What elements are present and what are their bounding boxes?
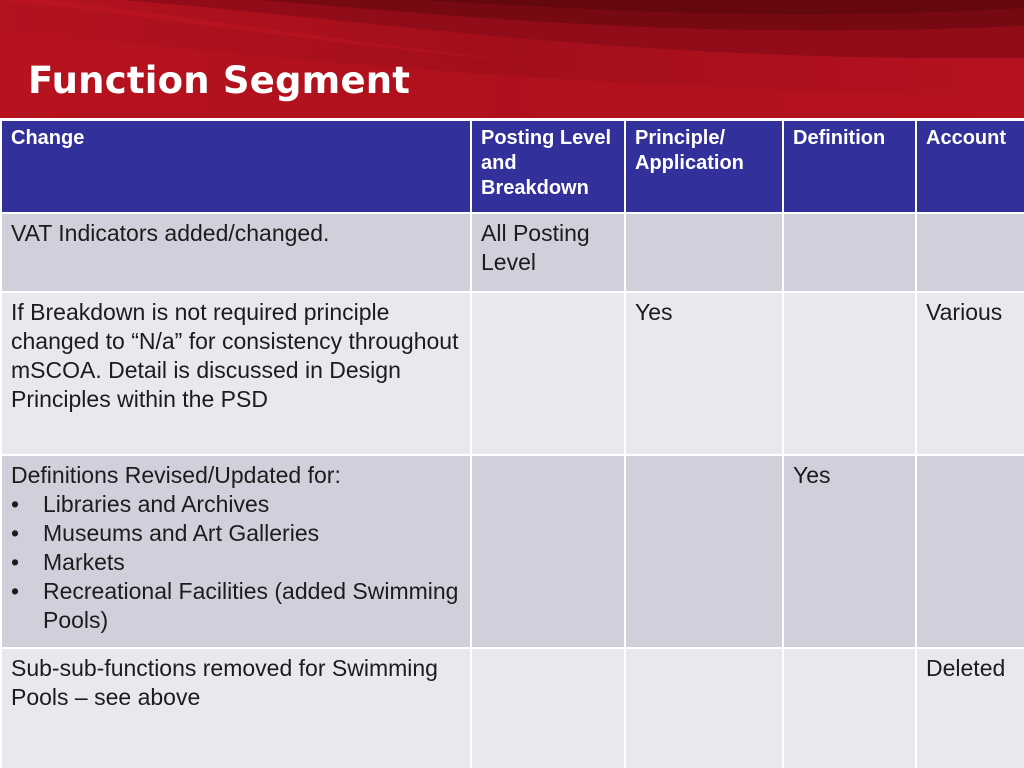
cell-account [916, 213, 1024, 292]
column-header-change: Change [1, 120, 471, 213]
cell-change: If Breakdown is not required principle changed to “N/a” for consistency throughout mSCOA. Detail is discussed in Design Principles within the PSD [1, 292, 471, 455]
list-item [11, 577, 461, 635]
list-item-text: Museums and Art Galleries [43, 520, 320, 546]
list-item-text: Markets [43, 549, 125, 575]
cell-change: VAT Indicators added/changed. [1, 213, 471, 292]
list-item [11, 519, 461, 548]
column-header-posting-level: Posting Level and Breakdown [471, 120, 625, 213]
cell-account: Deleted [916, 648, 1024, 768]
table-row [1, 648, 1024, 768]
list-item-text: Recreational Facilities (added Swimming Pools) [43, 578, 459, 633]
cell-account: Various [916, 292, 1024, 455]
column-header-principle: Principle/ Application [625, 120, 783, 213]
cell-posting-level [471, 455, 625, 648]
bullet-icon: • [11, 520, 20, 546]
table-header-row [1, 120, 1024, 213]
cell-change: Sub-sub-functions removed for Swimming Pools – see above [1, 648, 471, 768]
cell-principle [625, 648, 783, 768]
changes-table [0, 119, 1024, 768]
column-header-definition: Definition [783, 120, 916, 213]
cell-account [916, 455, 1024, 648]
table-row [1, 292, 1024, 455]
list-item-text: Libraries and Archives [43, 491, 270, 517]
definitions-intro: Definitions Revised/Updated for: [11, 462, 341, 488]
bullet-icon: • [11, 578, 20, 604]
list-item [11, 548, 461, 577]
cell-definition [783, 648, 916, 768]
cell-definition [783, 213, 916, 292]
table-row [1, 455, 1024, 648]
cell-posting-level [471, 292, 625, 455]
cell-definition: Yes [783, 455, 916, 648]
slide-title: Function Segment [28, 59, 411, 102]
cell-change [1, 455, 471, 648]
definitions-list [11, 490, 461, 635]
cell-principle [625, 213, 783, 292]
column-header-account: Account [916, 120, 1024, 213]
list-item [11, 490, 461, 519]
cell-definition [783, 292, 916, 455]
cell-principle: Yes [625, 292, 783, 455]
bullet-icon: • [11, 549, 20, 575]
cell-principle [625, 455, 783, 648]
cell-posting-level: All Posting Level [471, 213, 625, 292]
bullet-icon: • [11, 491, 20, 517]
table-row [1, 213, 1024, 292]
cell-posting-level [471, 648, 625, 768]
